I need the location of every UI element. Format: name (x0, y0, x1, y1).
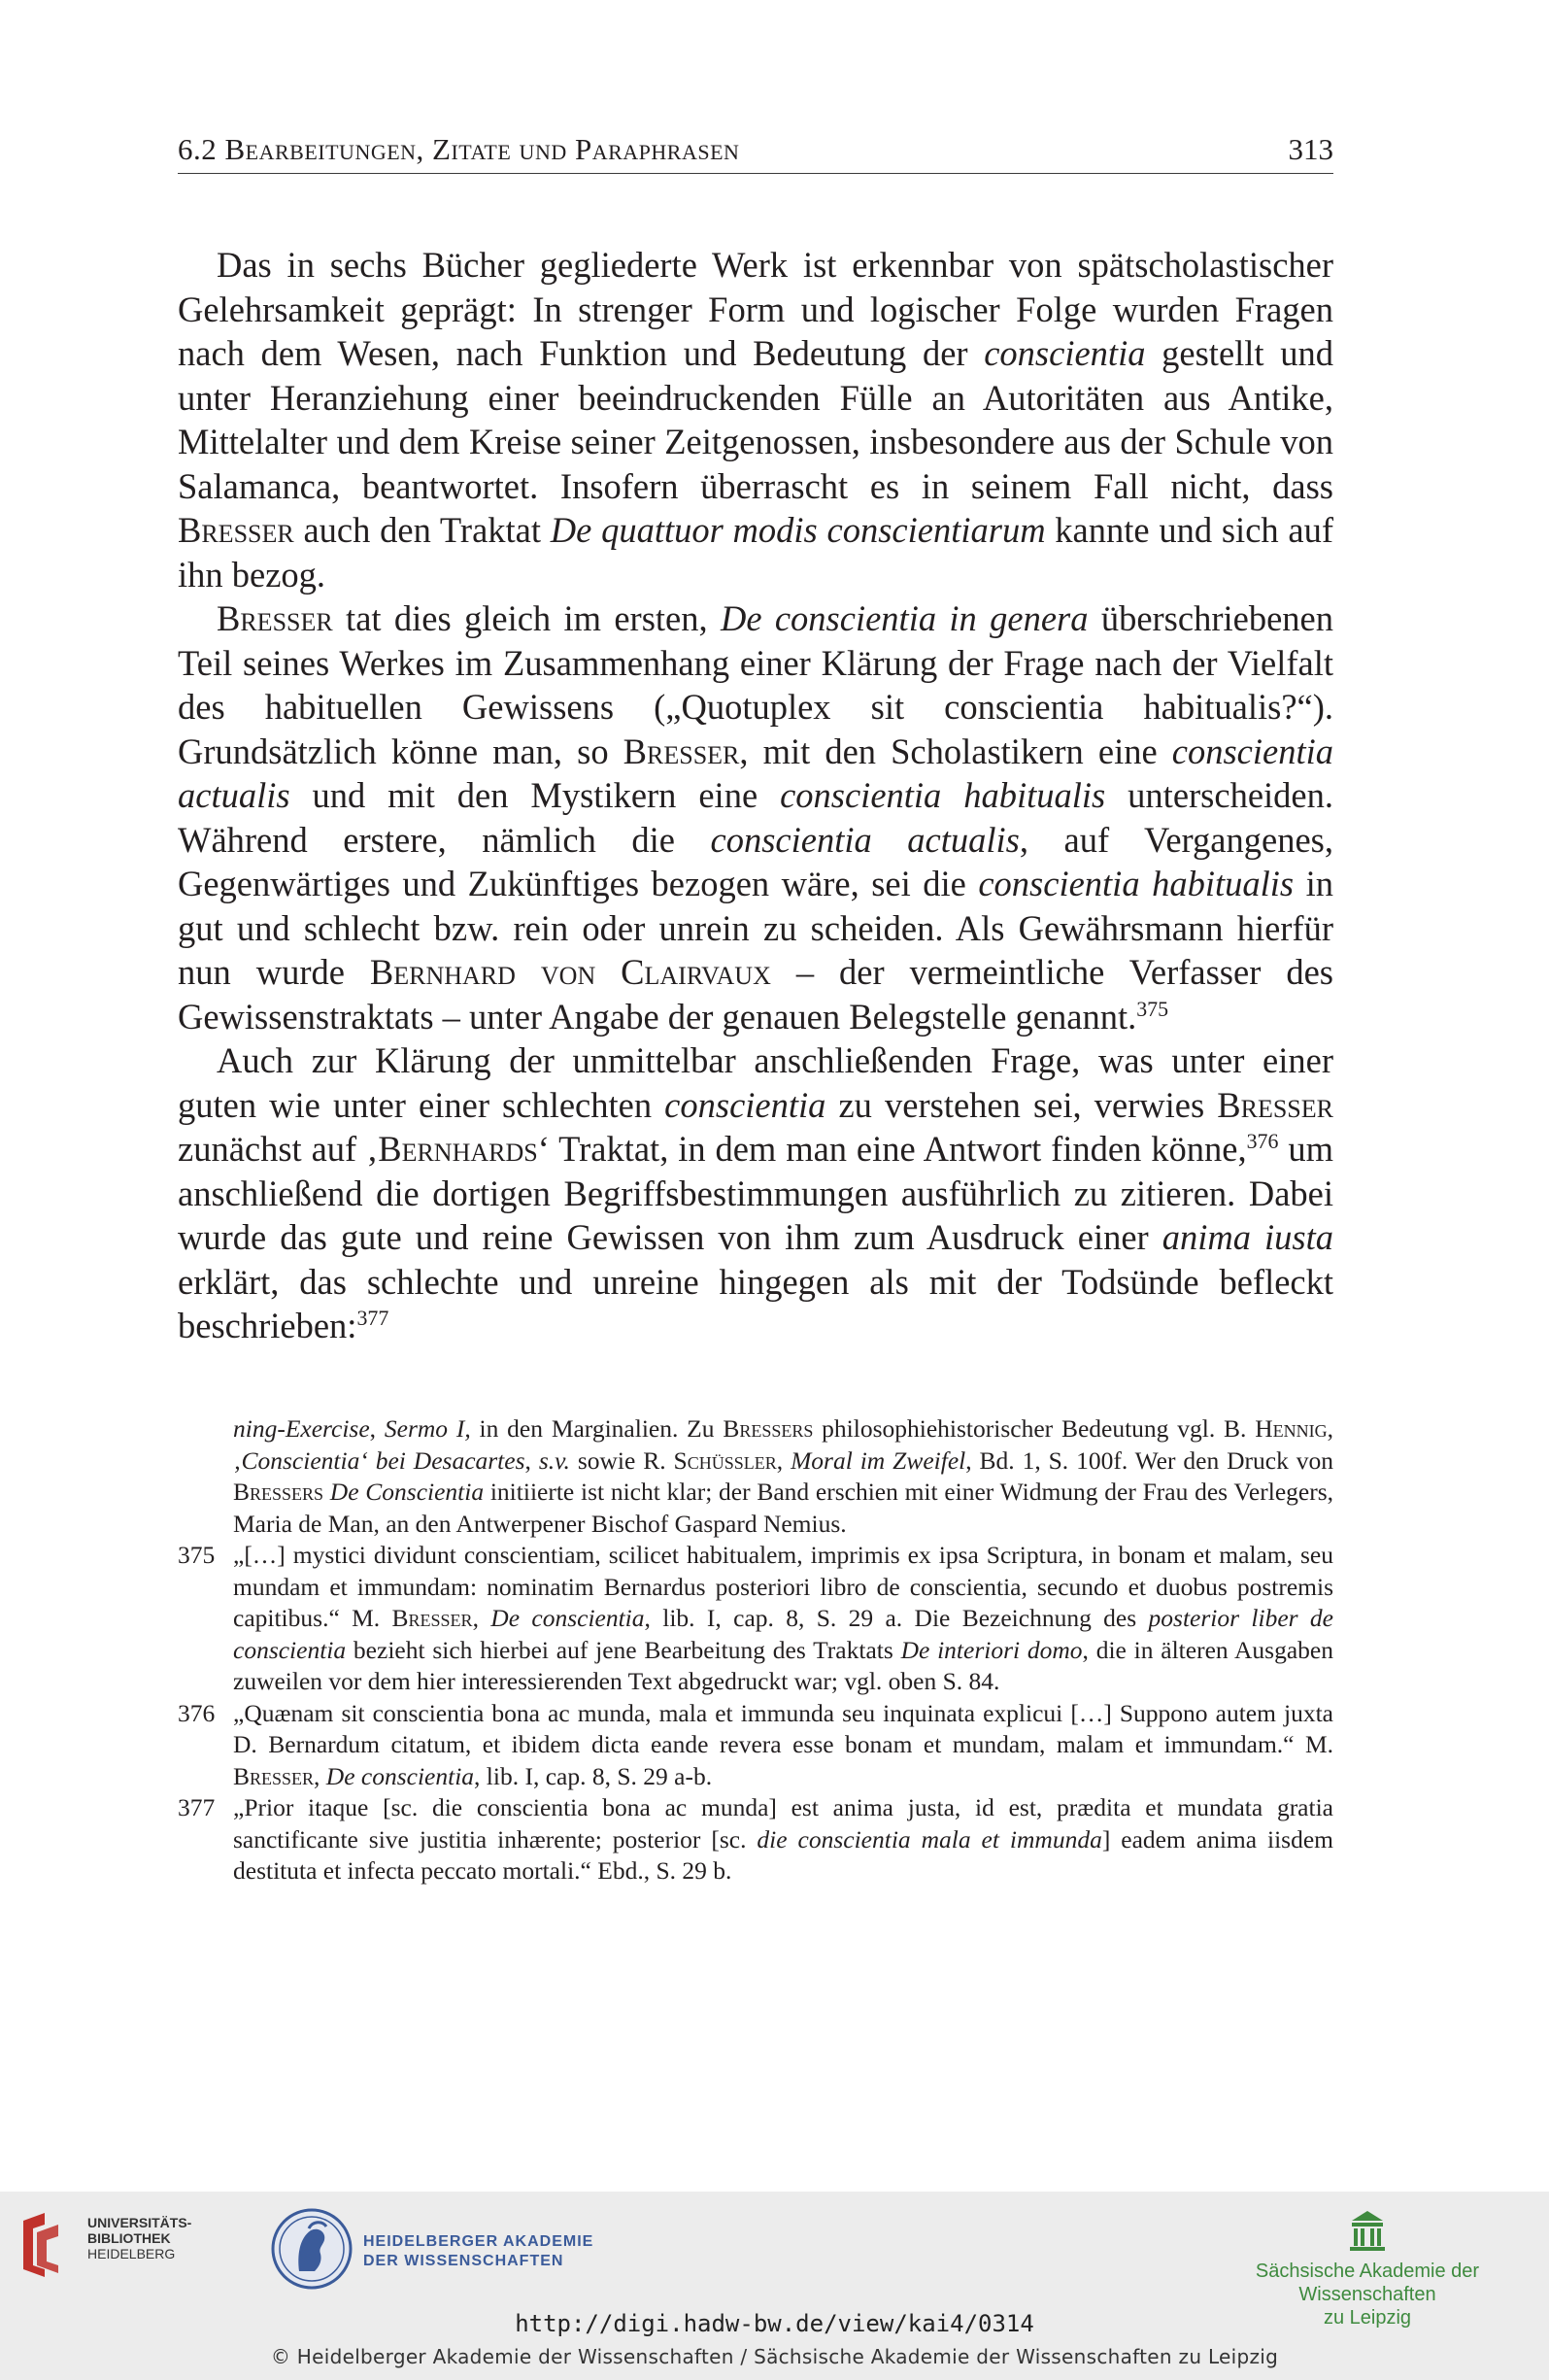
text: ] eadem anima iisdem destituta et infecta peccato mortali.“ Ebd., S. 29 b. (233, 1824, 1334, 1885)
ub-name (87, 2215, 191, 2261)
ub-line: BIBLIOTHEK (87, 2230, 171, 2246)
author-name: Hennig (1255, 1414, 1328, 1443)
text: , Bd. 1, S. 100f. Wer den Druck von (965, 1445, 1334, 1475)
text: erklärt, das schlechte und unreine hingegen als mit der Todsünde befleckt beschrieben: (178, 1261, 1333, 1345)
italic-term: anima iusta (1162, 1217, 1333, 1257)
text: kannte und sich auf ihn bezog. (178, 510, 1333, 595)
copyright-notice: © Heidelberger Akademie der Wissenschaften / Sächsische Akademie der Wissenschaften zu Leipzig (270, 2345, 1279, 2368)
footnote-377 (178, 1792, 1333, 1887)
paragraph (178, 596, 1333, 1038)
footnote-ref[interactable]: 375 (1136, 996, 1169, 1021)
author-name: Bernhards (378, 1129, 538, 1169)
author-name: Bressers (233, 1478, 324, 1506)
text: Auch zur Klärung der unmittelbar anschließenden Frage, was unter einer guten wie unter einer schlechten (178, 1040, 1333, 1125)
text: auch den Traktat (293, 510, 551, 550)
text: gestellt und unter Heranziehung einer beeindruckenden Fülle an Autoritäten aus Antike, Mittelalter und dem Kreise seiner Zeitgenossen, insbesondere aus der Schule von Salamanca, beantwortet. Insofern überrascht es in seinem Fall nicht, dass (178, 333, 1333, 506)
text: „[…] mystici dividunt conscientiam, scilicet habitualem, imprimis ex ipsa Scriptura, in bonam et malam, seu mundam et immundam: nominatim Bernardus posteriori libro de conscientia, secundo et duobus postremis capitibus.“ M. (233, 1541, 1333, 1632)
author-name: Bresser (1217, 1084, 1333, 1125)
saw-building-icon (1348, 2207, 1387, 2252)
page-number: 313 (1288, 132, 1333, 166)
author-name: Bernhard von Clairvaux (369, 952, 771, 992)
ub-heidelberg-logo[interactable] (16, 2211, 210, 2289)
text: , mit den Scholastikern eine (739, 731, 1172, 771)
footnote-continuation (178, 1413, 1333, 1540)
saw-line: zu Leipzig (1323, 2307, 1412, 2329)
italic-text: De conscientia (325, 1761, 475, 1790)
text: in gut und schlecht bzw. rein oder unrein zu scheiden. Als Gewährsmann hierfür nun wurde (178, 864, 1333, 992)
italic-text: s.v. (538, 1445, 570, 1475)
running-head: 6.2 Bearbeitungen, Zitate und Paraphrasen (178, 132, 740, 166)
hadw-name (363, 2232, 593, 2271)
text: bezieht sich hierbei auf jene Bearbeitung des Traktats (346, 1635, 901, 1664)
text: initiierte ist nicht klar; der Band erschien mit einer Widmung der Frau des Verlegers, Maria de Man, an den Antwerpener Bischof Gaspard Nemius. (233, 1478, 1334, 1538)
text: ‘ Traktat, in dem man eine Antwort finden könne, (537, 1129, 1247, 1169)
italic-text: posterior liber de conscientia (233, 1604, 1333, 1664)
digitization-footer (0, 2192, 1549, 2380)
italic-text: De conscientia (490, 1604, 645, 1632)
text: , (1327, 1414, 1333, 1443)
italic-title: De conscientia in genera (720, 598, 1089, 638)
footnote-number: 375 (178, 1541, 216, 1569)
minerva-seal-icon (270, 2207, 354, 2291)
text: tat dies gleich im ersten, (332, 598, 721, 638)
author-name: Bresser (623, 731, 740, 771)
text: zunächst auf ‚ (178, 1129, 379, 1169)
saw-leipzig-logo[interactable] (1193, 2207, 1542, 2329)
ub-line: HEIDELBERG (87, 2246, 176, 2261)
paragraph (178, 1038, 1333, 1348)
permalink-url[interactable]: http://digi.hadw-bw.de/view/kai4/0314 (515, 2310, 1034, 2337)
text (323, 1478, 330, 1506)
text: überschriebenen Teil seines Werkes im Zusammenhang einer Klärung der Frage nach der Vielfalt des habituellen Gewissens („Quotuplex sit conscientia habitualis?“). Grundsätzlich könne man, so (178, 598, 1333, 771)
text: , (472, 1604, 491, 1632)
author-name: Bresser (217, 598, 333, 638)
italic-term: conscientia actualis (178, 731, 1333, 815)
text: , (369, 1414, 385, 1443)
italic-term: conscientia habitualis (780, 775, 1106, 815)
page-header (178, 128, 1333, 174)
text: – der vermeintliche Verfasser des Gewissenstraktats – unter Angabe der genauen Belegstelle genannt. (178, 952, 1333, 1037)
hadw-line: HEIDELBERGER AKADEMIE (363, 2233, 594, 2250)
italic-term: conscientia (664, 1084, 826, 1125)
footnote-number: 377 (178, 1793, 216, 1821)
author-name: Bresser (233, 1761, 315, 1790)
italic-text: ning-Exercise (233, 1414, 370, 1443)
text: , lib. I, cap. 8, S. 29 a. Die Bezeichnung des (644, 1604, 1149, 1632)
ub-emblem-icon (16, 2211, 74, 2279)
text: , lib. I, cap. 8, S. 29 a-b. (474, 1761, 713, 1790)
author-name: Bresser (178, 510, 294, 550)
paragraph (178, 243, 1333, 596)
footnote-number: 376 (178, 1698, 216, 1727)
italic-term: conscientia habitualis (978, 864, 1295, 903)
italic-title: De quattuor modis conscientiarum (550, 510, 1046, 550)
footnote-376 (178, 1698, 1333, 1793)
text: um anschließend die dortigen Begriffsbestimmungen ausführlich zu zitieren. Dabei wurde das gute und reine Gewissen von ihm zum Ausdruck einer (178, 1129, 1333, 1257)
text: philosophiehistorischer Bedeutung vgl. B. (813, 1414, 1256, 1443)
text: und mit den Mystikern eine (289, 775, 781, 815)
text: in den Marginalien. Zu (470, 1414, 724, 1443)
hadw-logo[interactable] (270, 2207, 678, 2304)
ub-line: UNIVERSITÄTS- (87, 2215, 192, 2230)
text: , (524, 1445, 539, 1475)
footnotes (178, 1413, 1333, 1887)
footnote-375 (178, 1540, 1333, 1698)
italic-text: De interiori domo (900, 1635, 1083, 1664)
text: „Quænam sit conscientia bona ac munda, mala et immunda seu inquinata explicui […] Suppono autem juxta D. Bernardum citatum, et ibidem dicta eande revera esse bonam et mundam, malam et immundam.“ M. (233, 1698, 1333, 1758)
author-name: Schüssler (673, 1445, 777, 1475)
footnote-ref[interactable]: 376 (1246, 1128, 1279, 1153)
author-name: Bressers (723, 1414, 814, 1443)
hadw-line: DER WISSENSCHAFTEN (363, 2253, 564, 2269)
author-name: Bresser (391, 1604, 473, 1632)
italic-term: conscientia (984, 333, 1146, 373)
italic-text: ‚Conscientia‘ bei Desacartes (233, 1445, 525, 1475)
text: Das in sechs Bücher gegliederte Werk ist erkennbar von spätscholastischer Gelehrsamkeit geprägt: In strenger Form und logischer Folge wurden Fragen nach dem Wesen, nach Funktion und Bedeutung der (178, 245, 1333, 373)
text: , (776, 1445, 791, 1475)
italic-term: conscientia actualis (710, 819, 1020, 860)
text: , die in älteren Ausgaben zuweilen vor dem hier interessierenden Text abgedruckt war; vgl. oben S. 84. (233, 1635, 1333, 1695)
italic-text: die conscientia mala et immunda (757, 1824, 1102, 1853)
italic-text: Sermo I, (384, 1414, 471, 1443)
main-text (178, 243, 1333, 1348)
text: „Prior itaque [sc. die conscientia bona ac munda] est anima justa, id est, prædita et mundata gratia sanctificante sive justitia inhærente; posterior [sc. (233, 1793, 1333, 1853)
text: sowie R. (569, 1445, 674, 1475)
italic-text: Moral im Zweifel (791, 1445, 966, 1475)
saw-line: Sächsische Akademie der Wissenschaften (1255, 2261, 1480, 2305)
text: , (314, 1761, 326, 1790)
text: unterscheiden. Während erstere, nämlich die (178, 775, 1333, 860)
italic-text: De Conscientia (329, 1478, 485, 1506)
text: zu verstehen sei, verwies (825, 1084, 1218, 1125)
text: , auf Vergangenes, Gegenwärtiges und Zukünftiges bezogen wäre, sei die (178, 819, 1333, 903)
footnote-ref[interactable]: 377 (356, 1305, 389, 1330)
